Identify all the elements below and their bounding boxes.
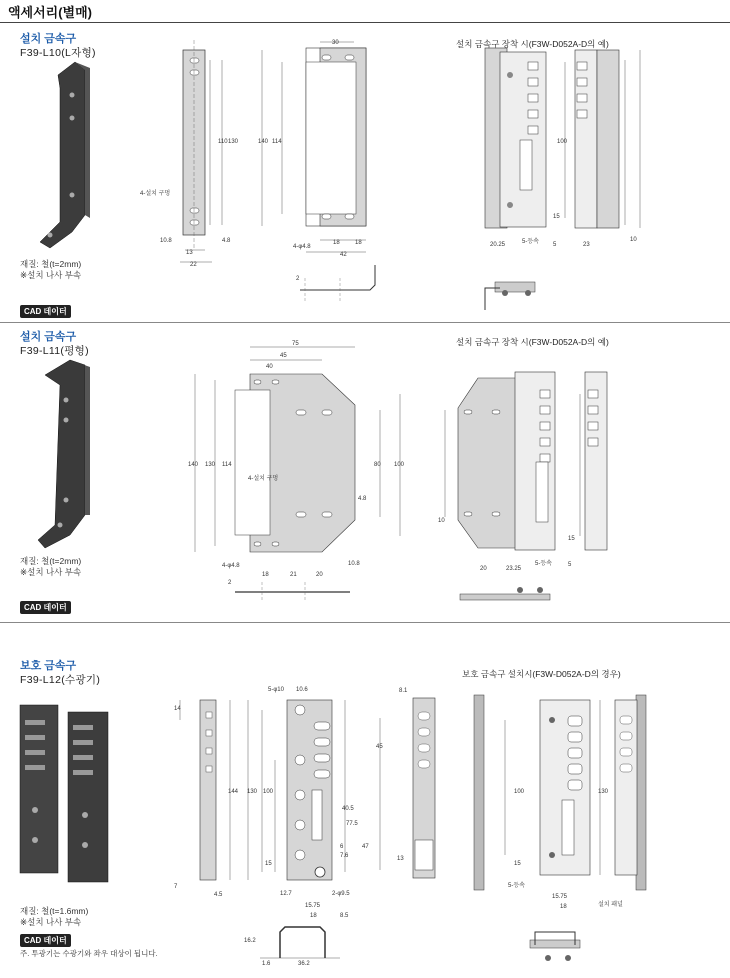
s1-bottom-profile — [300, 265, 375, 302]
dim-s3-10.6: 10.6 — [296, 687, 308, 693]
dim-s3-7: 7 — [174, 884, 178, 890]
s3-right-view — [380, 698, 435, 878]
dim-s2-21: 21 — [290, 572, 297, 578]
dim-s3-130b: 130 — [598, 789, 609, 795]
section3-mount-caption: 보호 금속구 설치시(F3W-D052A-D의 경우) — [462, 669, 621, 679]
dim-s1-hole: 4-설치 구멍 — [140, 191, 171, 197]
dim-s3-12.7: 12.7 — [280, 891, 292, 897]
section3-note: ※설치 나사 부속 — [20, 917, 82, 927]
dim-s2-4.8: 4.8 — [358, 496, 367, 502]
dim-s1-screw: 5-등속 — [522, 239, 539, 245]
dim-s2-80: 80 — [374, 462, 381, 468]
dim-s3-144: 144 — [228, 789, 239, 795]
dim-s3-1.6: 1.6 — [262, 961, 271, 967]
dim-s1-18b: 18 — [355, 240, 362, 246]
section2-mount-caption: 설치 금속구 장착 시(F3W-D052A-D의 예) — [456, 337, 609, 347]
dim-s1-100: 100 — [557, 139, 568, 145]
s1-side-view — [262, 42, 366, 252]
dim-s3-phi10: 5-φ10 — [268, 687, 284, 693]
dim-s1-42: 42 — [340, 252, 347, 258]
dim-s3-4.5: 4.5 — [214, 892, 223, 898]
dim-s2-114: 114 — [222, 462, 232, 468]
dim-s3-100b: 100 — [514, 789, 525, 795]
dim-s1-110: 110 — [218, 139, 228, 145]
section2-title: 설치 금속구 — [20, 331, 77, 343]
s1-mount-sensor — [485, 48, 640, 228]
dim-s1-22: 22 — [190, 262, 197, 268]
dim-s3-screw: 5-등속 — [508, 883, 525, 889]
s3-mount-example — [474, 695, 646, 961]
section3-title: 보호 금속구 — [20, 660, 77, 672]
dim-s2-100: 100 — [394, 462, 405, 468]
dim-s3-16.2: 16.2 — [244, 938, 256, 944]
s3-u-bracket — [260, 927, 340, 958]
dim-s2-10: 10 — [438, 518, 445, 524]
s2-front-view — [195, 347, 400, 552]
dim-s2-140: 140 — [188, 462, 199, 468]
dim-s3-18: 18 — [310, 913, 317, 919]
dim-s1-4.8: 4.8 — [222, 238, 231, 244]
dim-s1-130: 130 — [228, 139, 239, 145]
dim-s1-18a: 18 — [333, 240, 340, 246]
s1-mount-bottom — [485, 282, 535, 310]
dim-s3-15: 15 — [265, 861, 272, 867]
dim-s3-panel: 설치 패널 — [598, 902, 623, 908]
section1-cad-button[interactable]: CAD 데이터 — [20, 305, 71, 318]
section1-note: ※설치 나사 부속 — [20, 270, 82, 280]
section2-note: ※설치 나사 부속 — [20, 567, 82, 577]
dim-s3-47: 47 — [362, 844, 369, 850]
dim-s2-phi: 4-φ4.8 — [222, 563, 240, 569]
dim-s2-45: 45 — [280, 353, 287, 359]
dim-s3-8.5: 8.5 — [340, 913, 349, 919]
section3-footnote: 주. 투광기는 수광기와 좌우 대상이 됩니다. — [20, 949, 158, 958]
dim-s3-13: 13 — [397, 856, 404, 862]
section3-material: 재질: 철(t=1.6mm) — [20, 906, 89, 916]
dim-s3-18b: 18 — [560, 904, 567, 910]
dim-s1-20.25: 20.25 — [490, 242, 506, 248]
dim-s1-114: 114 — [272, 139, 282, 145]
section2-cad-button[interactable]: CAD 데이터 — [20, 601, 71, 614]
dim-s3-8.1: 8.1 — [399, 688, 408, 694]
section1-rule — [0, 322, 730, 323]
dim-s2-hole: 4-설치 구멍 — [248, 476, 279, 482]
s2-mount-sensor — [445, 372, 607, 600]
protect-bracket-photo — [20, 705, 108, 882]
dim-s3-45: 45 — [376, 744, 383, 750]
dim-s3-100: 100 — [263, 789, 274, 795]
section1-mount-caption: 설치 금속구 장착 시(F3W-D052A-D의 예) — [456, 39, 609, 49]
section1-material: 재질: 철(t=2mm) — [20, 259, 82, 269]
section3-cad-button[interactable]: CAD 데이터 — [20, 934, 71, 947]
section1-model: F39-L10(L자형) — [20, 47, 96, 59]
dim-s2-18: 18 — [262, 572, 269, 578]
dim-s2-23.25: 23.25 — [506, 566, 522, 572]
dim-s3-phi9.5: 2-φ9.5 — [332, 891, 350, 897]
flat-bracket-photo — [38, 360, 90, 548]
dim-s2-10.8: 10.8 — [348, 561, 360, 567]
dim-s3-7.6: 7.6 — [340, 853, 349, 859]
dim-s3-40.5: 40.5 — [342, 806, 354, 812]
dim-s1-10: 10 — [630, 237, 637, 243]
dim-s3-130: 130 — [247, 789, 258, 795]
dim-s2-75: 75 — [292, 341, 299, 347]
dim-s3-14: 14 — [174, 706, 181, 712]
dim-s3-6: 6 — [340, 844, 344, 850]
section1-title: 설치 금속구 — [20, 33, 77, 45]
dim-s2-5: 5 — [568, 562, 572, 568]
dim-s2-20b: 20 — [480, 566, 487, 572]
s1-front-view — [180, 40, 222, 262]
dim-s3-15b: 15 — [514, 861, 521, 867]
dim-s2-15: 15 — [568, 536, 575, 542]
dim-s2-40: 40 — [266, 364, 273, 370]
dim-s1-13: 13 — [186, 250, 193, 256]
dim-s2-130: 130 — [205, 462, 216, 468]
dim-s1-140: 140 — [258, 139, 269, 145]
dim-s3-15.75b: 15.75 — [552, 894, 568, 900]
dim-s3-36.2: 36.2 — [298, 961, 310, 967]
dim-s3-77.5: 77.5 — [346, 821, 358, 827]
dim-s1-5: 5 — [553, 242, 557, 248]
page-header: 액세서리(별매) — [8, 5, 93, 20]
dim-s2-2: 2 — [228, 580, 232, 586]
dim-s1-phi: 4-φ4.8 — [293, 244, 311, 250]
dim-s2-20: 20 — [316, 572, 323, 578]
dim-s1-15: 15 — [553, 214, 560, 220]
dim-s3-15.75: 15.75 — [305, 903, 321, 909]
section2-model: F39-L11(평형) — [20, 345, 89, 357]
l-bracket-photo — [40, 62, 90, 248]
s2-bottom-profile — [235, 582, 350, 602]
section2-rule — [0, 622, 730, 623]
dim-s1-2: 2 — [296, 276, 300, 282]
dim-s1-23: 23 — [583, 242, 590, 248]
section2-material: 재질: 철(t=2mm) — [20, 556, 82, 566]
dim-s2-screw: 5-등속 — [535, 561, 552, 567]
dim-s1-30: 30 — [332, 40, 339, 46]
s3-side-view — [180, 700, 230, 880]
section3-model: F39-L12(수광기) — [20, 674, 101, 686]
dim-s1-10.8: 10.8 — [160, 238, 172, 244]
